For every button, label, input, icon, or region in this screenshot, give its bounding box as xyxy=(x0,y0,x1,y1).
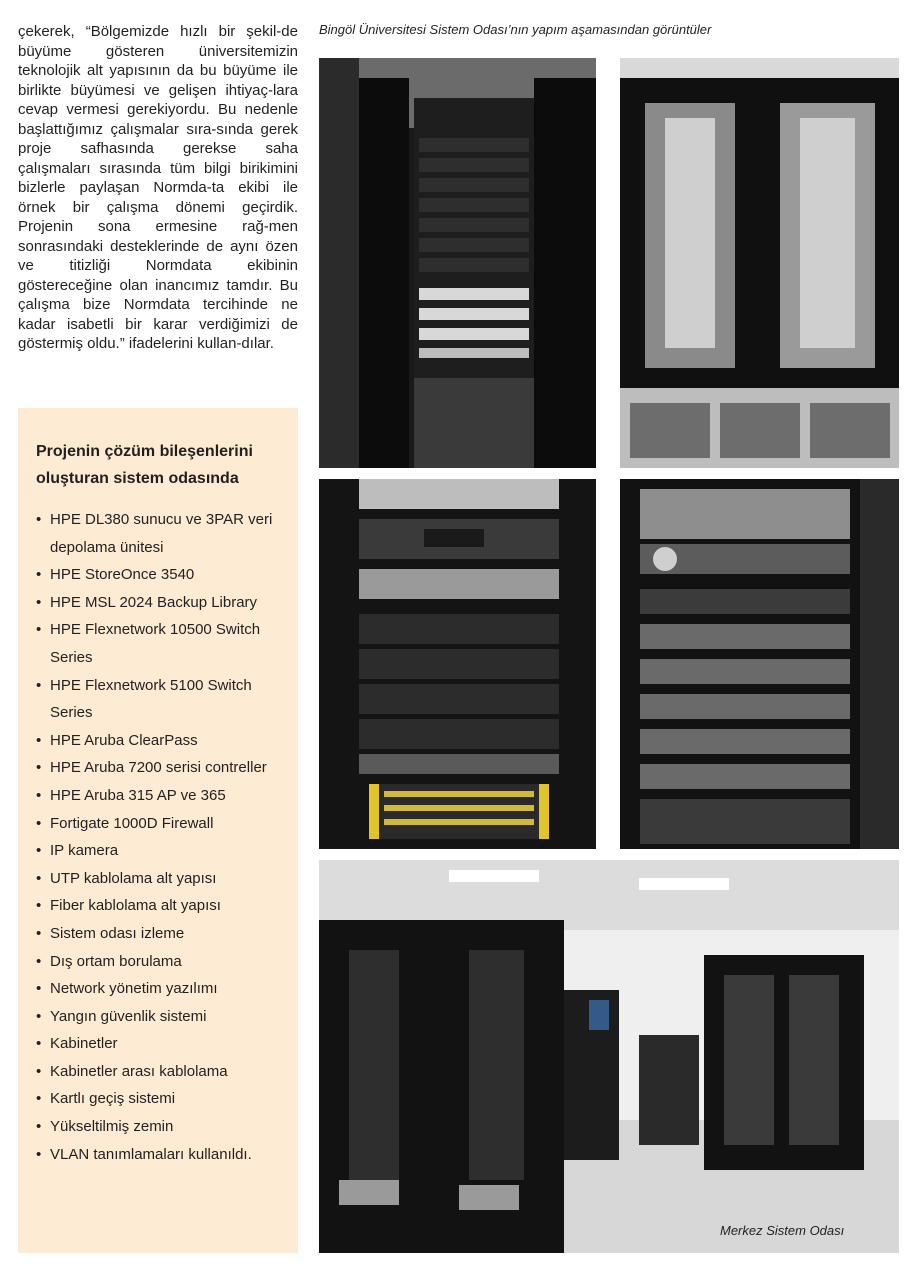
component-item-text: Kartlı geçiş sistemi xyxy=(50,1090,176,1108)
bullet-icon: • xyxy=(36,897,42,915)
component-item xyxy=(36,1113,280,1141)
bullet-icon: • xyxy=(36,511,42,528)
photo-empty-racks xyxy=(620,58,899,468)
bullet-icon: • xyxy=(36,869,42,887)
bullet-icon: • xyxy=(36,621,42,639)
bullet-icon: • xyxy=(36,786,42,804)
component-item-text: HPE MSL 2024 Backup Library xyxy=(50,593,258,611)
component-item xyxy=(36,1085,280,1113)
component-item xyxy=(36,672,280,727)
components-list xyxy=(36,506,280,1168)
component-item xyxy=(36,561,280,589)
component-item-text: HPE Aruba 315 AP ve 365 xyxy=(50,786,226,804)
component-item xyxy=(36,948,280,976)
component-item-text: Sistem odası izleme xyxy=(50,924,185,942)
component-item-text: HPE Aruba 7200 serisi contreller xyxy=(50,759,267,777)
component-item-text: HPE Flexnetwork 10500 Switch Series xyxy=(50,621,261,666)
bullet-icon: • xyxy=(36,980,42,998)
components-heading: Projenin çözüm bileşenlerini oluşturan sistem odasında xyxy=(36,443,253,487)
bullet-icon: • xyxy=(36,1062,42,1080)
bullet-icon: • xyxy=(36,676,42,694)
component-item xyxy=(36,892,280,920)
main-photo-caption: Merkez Sistem Odası xyxy=(720,1223,845,1238)
component-item-text: VLAN tanımlamaları kullanıldı. xyxy=(50,1145,252,1163)
bullet-icon: • xyxy=(36,566,42,584)
article-paragraph: çekerek, “Bölgemizde hızlı bir şekil-de büyüme gösteren üniversitemizin teknolojik alt yapısının da bu büyüme ile birlikte büyümesi ve gelişen ihtiyaç-lara cevap vermesi gerekiyordu. Bu nedenle başlattığımız çalışmalar sıra-sında gerek proje safhasında gerekse saha çalışmaları sırasında tüm bilgi birikimini bizlerle paylaşan Normda-ta ekibi ile örnek bir çalışma dönemi geçirdik. Projenin sona ermesine rağ-men sonrasındaki desteklerinde de aynı özen ve titizliği Normdata ekibinin göstereceğine olan inancımız tamdır. Bu çalışma bize Normdata tercihinde ne kadar isabetli bir karar verdiğimizi de göstermiş oldu.” ifadelerini kullan-dılar. xyxy=(18,23,298,352)
component-item-text: Yükseltilmiş zemin xyxy=(50,1118,174,1136)
bullet-icon: • xyxy=(36,924,42,942)
component-item-text: Fiber kablolama alt yapısı xyxy=(50,897,221,915)
component-item-text: Network yönetim yazılımı xyxy=(50,980,218,998)
component-item-text: Kabinetler arası kablolama xyxy=(50,1062,228,1080)
component-item xyxy=(36,920,280,948)
component-item xyxy=(36,506,280,561)
photo-server-rack-front xyxy=(319,479,596,849)
bullet-icon: • xyxy=(36,593,42,611)
component-item-text: Yangın güvenlik sistemi xyxy=(50,1007,207,1025)
bullet-icon: • xyxy=(36,1007,42,1025)
component-item xyxy=(36,865,280,893)
bullet-icon: • xyxy=(36,1118,42,1136)
component-item xyxy=(36,975,280,1003)
component-item-text: Kabinetler xyxy=(50,1035,118,1053)
bullet-icon: • xyxy=(36,1035,42,1053)
component-item xyxy=(36,589,280,617)
component-item-text: HPE StoreOnce 3540 xyxy=(50,566,195,584)
gallery-caption: Bingöl Üniversitesi Sistem Odası’nın yapım aşamasından görüntüler xyxy=(319,22,712,37)
photo-main-system-room xyxy=(319,860,899,1253)
component-item xyxy=(36,727,280,755)
component-item xyxy=(36,1030,280,1058)
component-item xyxy=(36,1141,280,1169)
photo-rack-patch-panels xyxy=(319,58,596,468)
bullet-icon: • xyxy=(36,952,42,970)
component-item xyxy=(36,810,280,838)
component-item-text: UTP kablolama alt yapısı xyxy=(50,869,217,887)
components-box xyxy=(18,408,298,1253)
component-item xyxy=(36,754,280,782)
component-item xyxy=(36,837,280,865)
bullet-icon: • xyxy=(36,731,42,749)
component-item-text: Dış ortam borulama xyxy=(50,952,182,970)
bullet-icon: • xyxy=(36,1090,42,1108)
photo-server-rack-rear xyxy=(620,479,899,849)
component-item xyxy=(36,1058,280,1086)
component-item-text: HPE Flexnetwork 5100 Switch Series xyxy=(50,676,252,722)
bullet-icon: • xyxy=(36,1145,42,1163)
component-item xyxy=(36,1003,280,1031)
bullet-icon: • xyxy=(36,759,42,777)
component-item xyxy=(36,616,280,671)
component-item-text: Fortigate 1000D Firewall xyxy=(50,814,214,832)
component-item xyxy=(36,782,280,810)
component-item-text: IP kamera xyxy=(50,842,119,860)
bullet-icon: • xyxy=(36,842,42,860)
component-item-text: HPE Aruba ClearPass xyxy=(50,731,198,749)
bullet-icon: • xyxy=(36,814,42,832)
component-item-text: HPE DL380 sunucu ve 3PAR veri depolama ünitesi xyxy=(50,511,273,556)
